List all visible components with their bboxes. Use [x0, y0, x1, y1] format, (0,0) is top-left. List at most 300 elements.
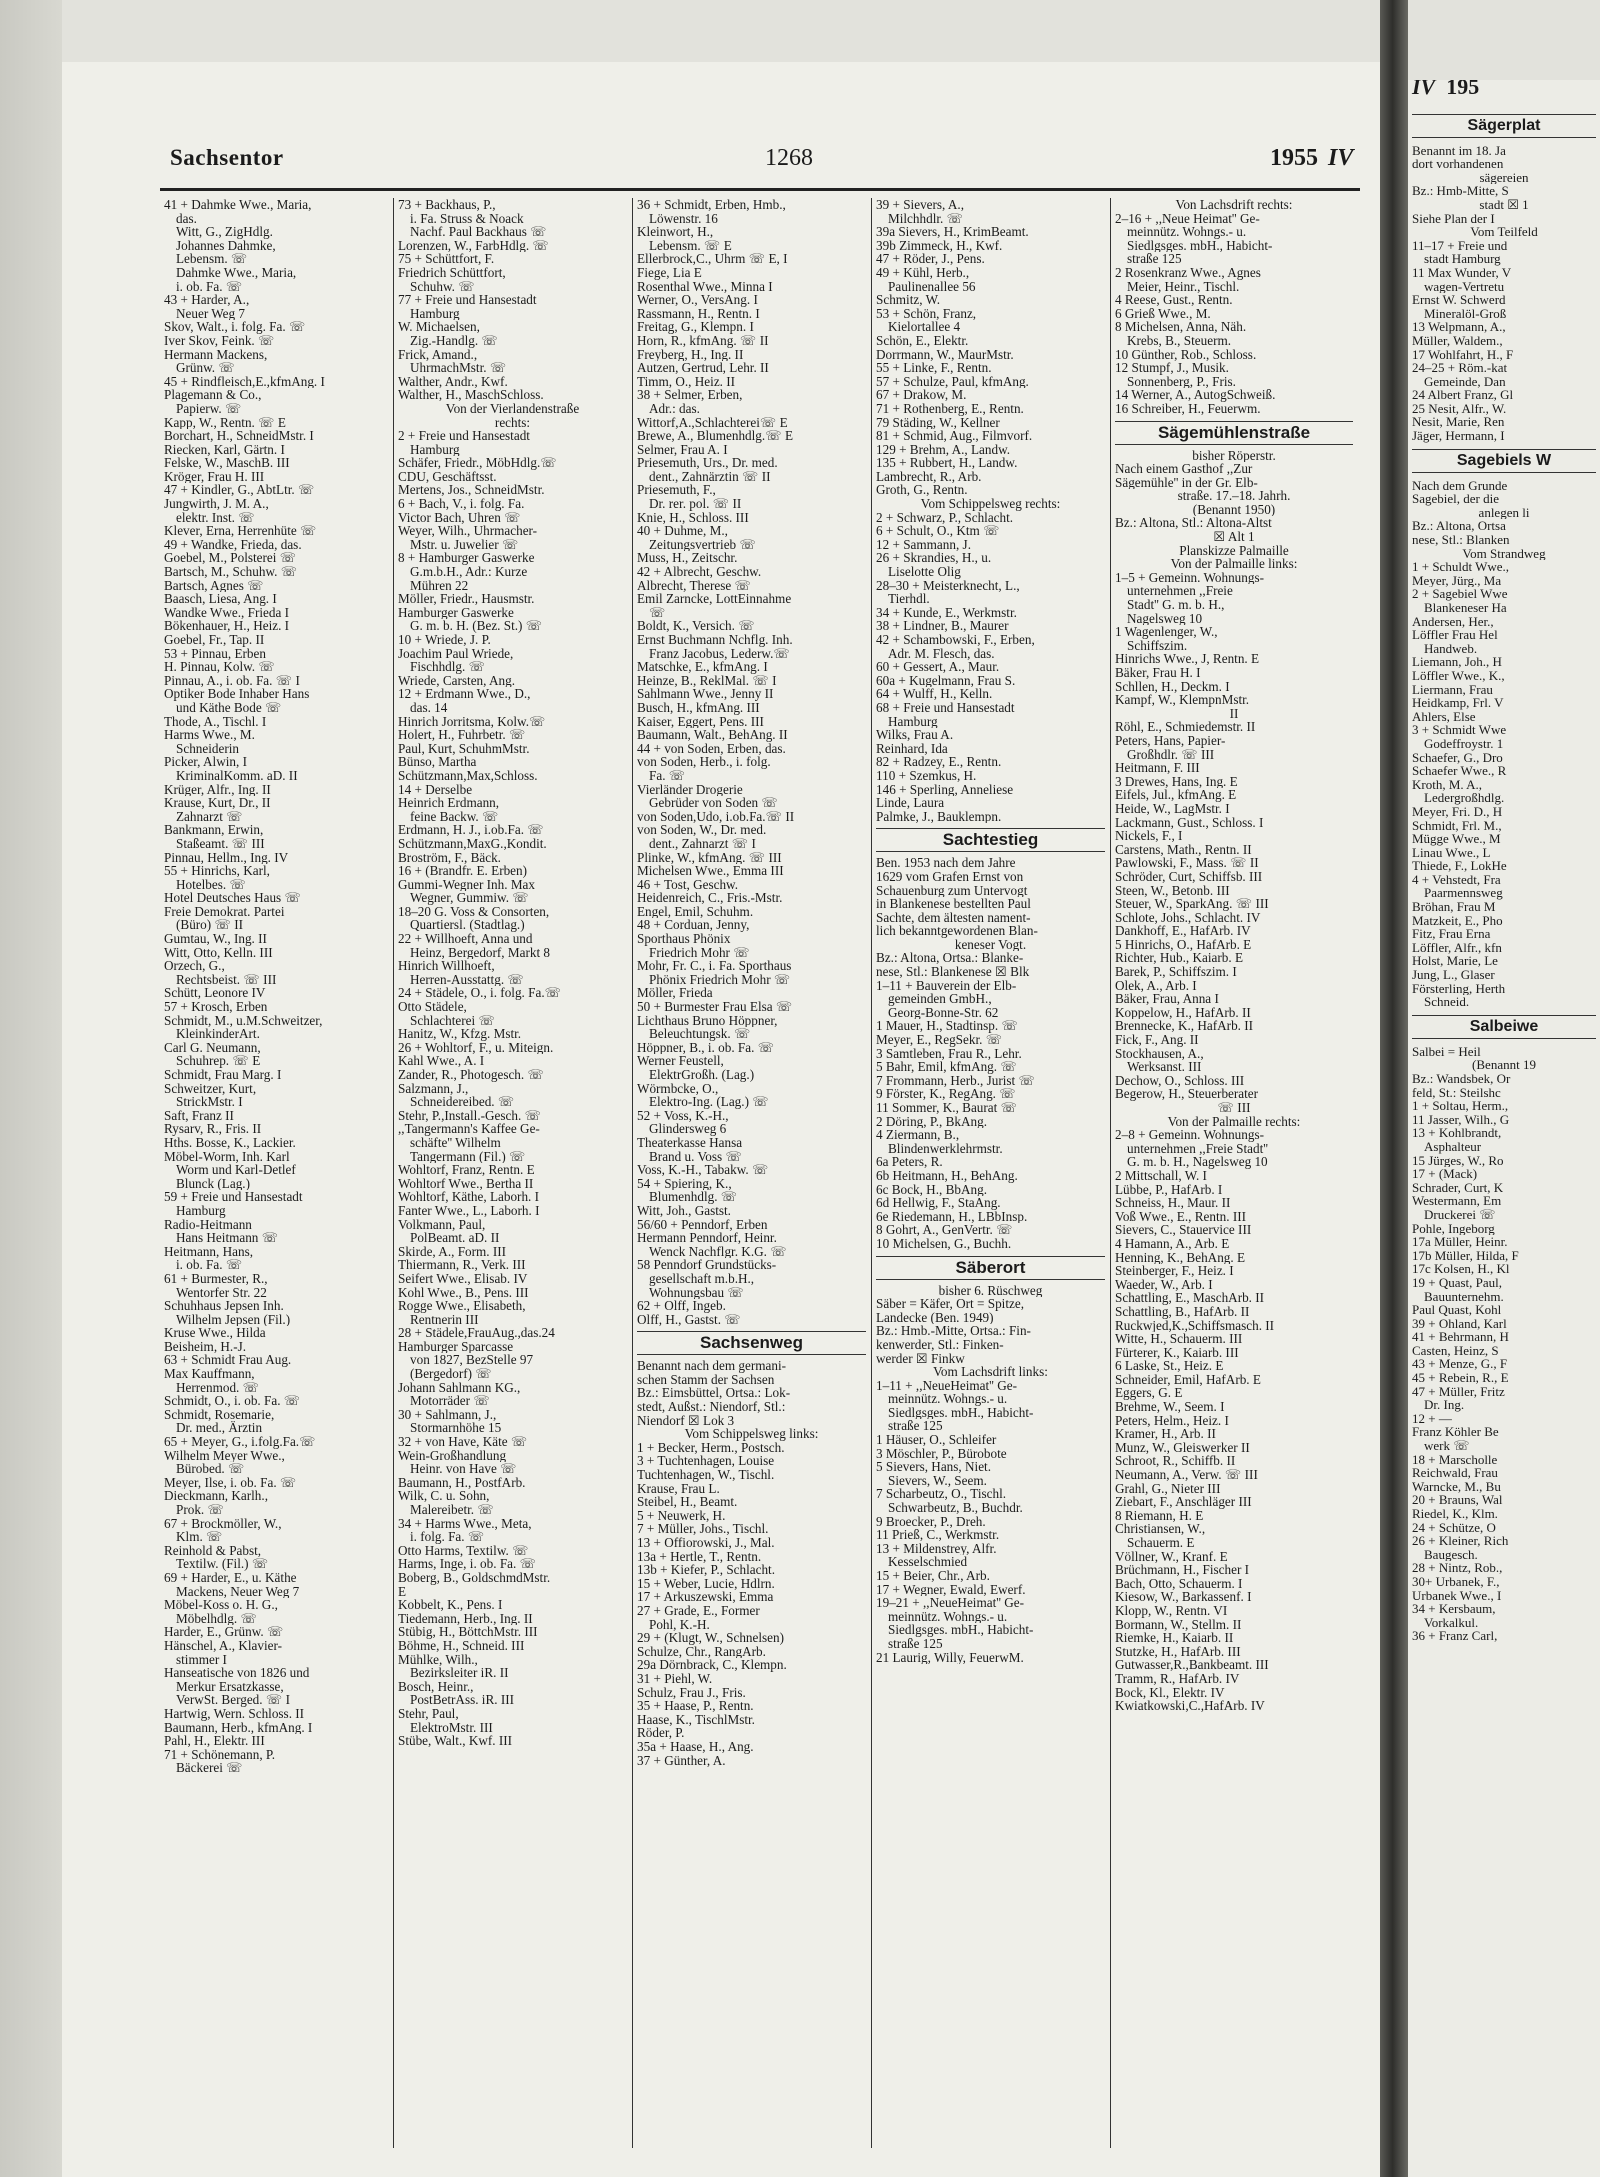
directory-entry: rechts:: [494, 415, 531, 430]
directory-entry: Klever, Erna, Herrenhüte ☏: [164, 524, 317, 538]
directory-entry: 3 Samtleben, Frau R., Lehr.: [876, 1046, 1022, 1061]
book-gutter: [1380, 0, 1408, 2177]
directory-entry: Hotelbes. ☏: [176, 877, 246, 892]
directory-entry: 30+ Urbanek, F.,: [1412, 1574, 1500, 1589]
directory-entry: dent., Zahnärztin ☏ II: [649, 469, 771, 484]
directory-entry: Schaefer, G., Dro: [1412, 750, 1503, 765]
directory-entry: Kröger, Frau H. III: [164, 469, 265, 484]
directory-entry: Löffler Frau Hel: [1412, 628, 1498, 642]
directory-entry: Bäker, Frau, Anna I: [1115, 992, 1219, 1006]
directory-entry: Röder, P.: [637, 1726, 685, 1740]
directory-entry: Bz.: Altona, Stl.: Altona-Altst: [1115, 516, 1272, 531]
directory-entry: Schulze, Chr., RangArb.: [637, 1644, 766, 1659]
directory-entry: Weyer, Wilh., Uhrmacher-: [398, 524, 538, 538]
directory-entry: Böhme, H., Schneid. III: [398, 1638, 525, 1653]
directory-entry: Hanseatische von 1826 und: [164, 1666, 310, 1680]
directory-entry: 64 + Wulff, H., Kelln.: [876, 687, 993, 701]
directory-entry: Steibel, H., Beamt.: [637, 1495, 738, 1509]
directory-entry: Rechtsbeist. ☏ III: [176, 972, 277, 987]
directory-entry: Fiege, Lia E: [637, 265, 702, 280]
directory-entry: Blindenwerklehrmstr.: [888, 1141, 1003, 1156]
directory-entry: 17a Müller, Heinr.: [1412, 1235, 1508, 1249]
directory-entry: 11 Max Wunder, V: [1412, 265, 1512, 280]
directory-entry: Muss, H., Zeitschr.: [637, 551, 738, 566]
directory-entry: 30 + Sahlmann, J.,: [398, 1407, 497, 1422]
directory-entry: Schauenburg zum Untervogt: [876, 883, 1028, 898]
directory-entry: Plinke, W., kfmAng. ☏ III: [637, 850, 782, 865]
directory-entry: Försterling, Herth: [1412, 981, 1506, 996]
directory-entry: 47 + Röder, J., Pens.: [876, 252, 985, 266]
directory-entry: Heinr. von Have ☏: [410, 1462, 517, 1476]
facing-page-content: [1408, 80, 1600, 1643]
directory-entry: 59 + Freie und Hansestadt: [164, 1190, 303, 1204]
directory-entry: 49 + Wandke, Frieda, das.: [164, 537, 302, 552]
directory-entry: Wittorf,A.,Schlachterei☏ E: [637, 415, 788, 430]
directory-entry: Schwarbeutz, B., Buchdr.: [888, 1501, 1023, 1515]
directory-entry: Möbelhdlg. ☏: [176, 1611, 257, 1626]
directory-entry: schäfte'' Wilhelm: [410, 1135, 501, 1150]
directory-entry: Joachim Paul Wriede,: [398, 646, 514, 661]
directory-entry: ,,Tangermann's Kaffee Ge-: [398, 1122, 540, 1136]
directory-entry: 44 + von Soden, Erben, das.: [637, 741, 786, 756]
directory-entry: ☏ III: [1217, 1101, 1251, 1115]
directory-entry: Begerow, H., Steuerberater: [1115, 1087, 1259, 1101]
directory-entry: Werner, O., VersAng. I: [637, 293, 758, 307]
directory-entry: Pawlowski, F., Mass. ☏ II: [1115, 856, 1259, 870]
directory-entry: Salbei = Heil: [1412, 1044, 1481, 1059]
directory-entry: Autzen, Gertrud, Lehr. II: [637, 361, 769, 375]
directory-entry: Tuchtenhagen, W., Tischl.: [637, 1468, 775, 1482]
directory-entry: Mstr. u. Juwelier ☏: [410, 537, 519, 552]
directory-entry: 42 + Schambowski, F., Erben,: [876, 633, 1035, 647]
directory-entry: schen Stamm der Sachsen: [637, 1372, 775, 1387]
directory-entry: Meier, Heinr., Tischl.: [1127, 279, 1240, 294]
directory-entry: 2 + Schwarz, P., Schlacht.: [876, 510, 1014, 525]
page-number: 1268: [765, 145, 813, 171]
directory-entry: 26 + Skrandies, H., u.: [876, 551, 992, 566]
directory-entry: 1629 vom Grafen Ernst von: [876, 869, 1024, 884]
directory-entry: Carl G. Neumann,: [164, 1040, 261, 1055]
directory-entry: Fick, F., Ang. II: [1115, 1033, 1199, 1047]
directory-entry: Sagebiel, der die: [1412, 492, 1499, 506]
directory-entry: Schneider, Emil, HafArb. E: [1115, 1372, 1261, 1387]
directory-entry: 11 Prieß, C., Werkmstr.: [876, 1528, 1000, 1542]
directory-entry: II: [1229, 706, 1239, 721]
directory-entry: 69 + Harder, E., u. Käthe: [164, 1570, 297, 1585]
directory-entry: Warncke, M., Bu: [1412, 1479, 1501, 1494]
directory-entry: Heinze, B., ReklMal. ☏ I: [637, 673, 777, 688]
directory-entry: 37 + Günther, A.: [637, 1753, 726, 1768]
directory-entry: Pahl, H., Elektr. III: [164, 1734, 265, 1748]
directory-entry: PostBetrAss. iR. III: [410, 1693, 515, 1707]
directory-entry: 60 + Gessert, A., Maur.: [876, 660, 1000, 674]
directory-entry: Schuhw. ☏: [410, 279, 475, 294]
directory-entry: Gumtau, W., Ing. II: [164, 932, 267, 946]
directory-entry: Radio-Heitmann: [164, 1217, 252, 1232]
directory-entry: Mühren 22: [410, 578, 469, 593]
directory-entry: Theaterkasse Hansa: [637, 1135, 743, 1150]
directory-entry: Bormann, W., Stellm. II: [1115, 1617, 1242, 1632]
directory-entry: 1 Mauer, H., Stadtinsp. ☏: [876, 1019, 1018, 1034]
directory-entry: PolBeamt. aD. II: [410, 1231, 500, 1245]
directory-entry: bisher 6. Rüschweg: [938, 1283, 1043, 1298]
directory-entry: G. m. b. H., Nagelsweg 10: [1127, 1155, 1268, 1169]
directory-entry: Harms Wwe., M.: [164, 728, 255, 742]
directory-entry: Friedrich Schüttfort,: [398, 265, 506, 280]
directory-entry: Sägemühle'' in der Gr. Elb-: [1115, 475, 1258, 490]
directory-entry: Franz Köhler Be: [1412, 1425, 1499, 1440]
directory-entry: Eggers, G. E: [1115, 1386, 1183, 1401]
directory-entry: 12 + Erdmann Wwe., D.,: [398, 687, 531, 701]
directory-entry: Baumann, Herb., kfmAng. I: [164, 1720, 313, 1735]
directory-entry: Planskizze Palmaille: [1179, 543, 1289, 558]
directory-entry: Wohltorf, Käthe, Laborh. I: [398, 1190, 540, 1204]
directory-entry: Lambrecht, R., Arb.: [876, 469, 982, 484]
directory-entry: 6 + Bach, V., i. folg. Fa.: [398, 497, 525, 511]
directory-entry: Dahmke Wwe., Maria,: [176, 265, 297, 280]
directory-entry: Textilw. (Fil.) ☏: [176, 1557, 269, 1571]
directory-entry: 29 + (Klugt, W., Schnelsen): [637, 1631, 784, 1645]
directory-entry: Thode, A., Tischl. I: [164, 714, 267, 729]
directory-entry: VerwSt. Berged. ☏ I: [176, 1693, 291, 1707]
directory-entry: Hänschel, A., Klavier-: [164, 1638, 283, 1653]
directory-entry: Lebensm. ☏ E: [649, 238, 732, 253]
directory-entry: 1 Wagenlenger, W.,: [1115, 625, 1218, 639]
directory-entry: Gummi-Wegner Inh. Max: [398, 877, 536, 892]
directory-entry: Bz.: Eimsbüttel, Ortsa.: Lok-: [637, 1386, 791, 1401]
directory-entry: 28–30 + Meisterknecht, L.,: [876, 578, 1020, 593]
directory-entry: Bock, Kl., Elektr. IV: [1115, 1685, 1225, 1700]
directory-entry: das.: [176, 211, 197, 226]
directory-entry: 22 + Willhoeft, Anna und: [398, 932, 533, 946]
directory-entry: Otto Harms, Textilw. ☏: [398, 1543, 529, 1558]
street-heading: Sachsenweg: [637, 1331, 866, 1355]
facing-page: [1408, 80, 1600, 2177]
directory-entry: Schützmann,MaxG.,Kondit.: [398, 836, 547, 851]
directory-entry: Holert, H., Fuhrbetr. ☏: [398, 728, 526, 742]
directory-entry: Wilks, Frau A.: [876, 728, 954, 742]
directory-entry: Schulz, Frau J., Fris.: [637, 1685, 746, 1700]
directory-entry: 24–25 + Röm.-kat: [1412, 361, 1508, 375]
directory-entry: Tiedemann, Herb., Ing. II: [398, 1611, 533, 1626]
directory-entry: Hamburg: [410, 442, 460, 457]
directory-entry: 40 + Duhme, M.,: [637, 524, 728, 538]
directory-entry: Georg-Bonne-Str. 62: [888, 1005, 999, 1020]
directory-entry: 3 + Tuchtenhagen, Louise: [637, 1454, 775, 1469]
directory-entry: Löffler Wwe., K.,: [1412, 668, 1505, 683]
directory-entry: Möbel-Worm, Inh. Karl: [164, 1149, 290, 1164]
directory-entry: 31 + Piehl, W.: [637, 1671, 713, 1686]
directory-entry: Paulinenallee 56: [888, 279, 976, 294]
directory-entry: 24 + Städele, O., i. folg. Fa.☏: [398, 986, 562, 1001]
directory-entry: 3 Möschler, P., Bürobote: [876, 1446, 1007, 1461]
directory-entry: Friedrich Mohr ☏: [649, 945, 750, 960]
directory-entry: 53 + Pinnau, Erben: [164, 646, 266, 661]
column-1: [160, 198, 392, 2148]
directory-entry: Picker, Alwin, I: [164, 755, 247, 769]
directory-entry: 24 Albert Franz, Gl: [1412, 388, 1514, 402]
directory-entry: Kesselschmied: [888, 1555, 968, 1569]
directory-entry: Zander, R., Photogesch. ☏: [398, 1068, 544, 1082]
directory-entry: Brennecke, K., HafArb. II: [1115, 1019, 1254, 1034]
directory-entry: 6d Hellwig, F., StaAng.: [876, 1196, 1001, 1210]
directory-entry: Bankmann, Erwin,: [164, 823, 264, 837]
directory-entry: von Soden,Udo, i.ob.Fa.☏ II: [637, 809, 795, 824]
directory-entry: bisher Röperstr.: [1192, 448, 1276, 463]
directory-entry: Neumann, A., Verw. ☏ III: [1115, 1468, 1258, 1482]
directory-entry: Dorrmann, W., MaurMstr.: [876, 347, 1014, 362]
directory-entry: Ernst W. Schwerd: [1412, 293, 1506, 307]
directory-entry: 2–8 + Gemeinn. Wohnungs-: [1115, 1128, 1264, 1142]
directory-entry: Wohltorf Wwe., Bertha II: [398, 1176, 534, 1191]
section-roman: IV: [1328, 145, 1354, 171]
directory-entry: Carstens, Math., Rentn. II: [1115, 842, 1252, 857]
directory-entry: Ellerbrock,C., Uhrm ☏ E, I: [637, 252, 788, 266]
directory-entry: Kruse Wwe., Hilda: [164, 1326, 266, 1340]
directory-entry: Schmidt, Rosemarie,: [164, 1407, 275, 1422]
directory-entry: KriminalKomm. aD. II: [176, 768, 298, 783]
directory-entry: Schmitz, W.: [876, 293, 941, 307]
directory-entry: Schiffszim.: [1127, 638, 1188, 653]
directory-entry: Schattling, B., HafArb. II: [1115, 1304, 1250, 1319]
directory-entry: 48 + Corduan, Jenny,: [637, 918, 750, 933]
directory-entry: 16 + (Brandfr. E. Erben): [398, 864, 528, 878]
directory-entry: Freyberg, H., Ing. II: [637, 347, 744, 362]
directory-entry: Mertens, Jos., SchneidMstr.: [398, 483, 545, 498]
directory-entry: 12 Stumpf, J., Musik.: [1115, 361, 1229, 375]
directory-entry: Steinberger, F., Heiz. I: [1115, 1264, 1234, 1278]
directory-entry: Selmer, Frau A. I: [637, 442, 728, 457]
directory-entry: Johann Sahlmann KG.,: [398, 1380, 521, 1395]
directory-entry: 13a + Hertle, T., Rentn.: [637, 1549, 762, 1564]
running-head-street: Sachsentor: [170, 145, 284, 170]
directory-entry: kenwerder, Stl.: Finken-: [876, 1337, 1004, 1352]
directory-entry: 71 + Rothenberg, E., Rentn.: [876, 401, 1024, 416]
directory-entry: Brehme, W., Seem. I: [1115, 1400, 1225, 1414]
directory-entry: stadt ☒ 1: [1479, 197, 1529, 212]
directory-entry: CDU, Geschäftsst.: [398, 469, 497, 484]
directory-entry: Seifert Wwe., Elisab. IV: [398, 1271, 528, 1286]
directory-entry: Pinnau, Hellm., Ing. IV: [164, 850, 289, 865]
directory-entry: Zeitungsvertrieb ☏: [649, 537, 756, 552]
directory-entry: Heinz, Bergedorf, Markt 8: [410, 945, 551, 960]
directory-entry: elektr. Inst. ☏: [176, 510, 255, 525]
street-heading: Salbeiwe: [1412, 1015, 1596, 1039]
directory-entry: von Soden, W., Dr. med.: [637, 823, 767, 837]
directory-entry: Pohle, Ingeborg: [1412, 1221, 1495, 1236]
directory-entry: Knie, H., Schloss. III: [637, 510, 749, 525]
directory-entry: 41 + Behrmann, H: [1412, 1330, 1509, 1344]
directory-entry: 2 Döring, P., BkAng.: [876, 1114, 988, 1129]
directory-entry: Schuhrep. ☏ E: [176, 1054, 261, 1068]
directory-entry: 17 + (Mack): [1412, 1167, 1478, 1181]
directory-entry: 55 + Hinrichs, Karl,: [164, 864, 270, 878]
directory-entry: Ziebart, F., Anschläger III: [1115, 1495, 1252, 1509]
directory-entry: 82 + Radzey, E., Rentn.: [876, 755, 1002, 769]
directory-entry: Löwenstr. 16: [649, 211, 718, 226]
directory-entry: Benannt im 18. Ja: [1412, 143, 1506, 158]
directory-entry: Busch, H., kfmAng. III: [637, 700, 760, 715]
directory-entry: 32 + von Have, Käte ☏: [398, 1435, 528, 1449]
directory-entry: Wandke Wwe., Frieda I: [164, 605, 290, 620]
directory-entry: Optiker Bode Inhaber Hans: [164, 687, 310, 701]
directory-entry: Steuer, W., SparkAng. ☏ III: [1115, 897, 1269, 911]
directory-entry: Krebs, B., Steuerm.: [1127, 333, 1232, 348]
directory-entry: Bürobed. ☏: [176, 1462, 245, 1476]
directory-entry: Wilhelm Meyer Wwe.,: [164, 1448, 285, 1463]
directory-entry: 129 + Brehm, A., Landw.: [876, 442, 1011, 457]
directory-entry: 26 + Kleiner, Rich: [1412, 1534, 1509, 1548]
directory-entry: 52 + Voss, K.-H.,: [637, 1108, 729, 1123]
directory-entry: Möller, Friedr., Hausmstr.: [398, 592, 535, 606]
directory-entry: Hanitz, W., Kfzg. Mstr.: [398, 1027, 522, 1041]
directory-entry: Schäfer, Friedr., MöbHdlg.☏: [398, 456, 557, 470]
directory-entry: Meyer, E., RegSekr. ☏: [876, 1033, 1003, 1047]
directory-entry: 8 Michelsen, Anna, Näh.: [1115, 320, 1247, 334]
directory-entry: Liselotte Olig: [888, 565, 961, 579]
directory-entry: Boberg, B., GoldschmdMstr.: [398, 1570, 551, 1585]
directory-entry: meinnütz. Wohngs.- u.: [888, 1392, 1008, 1406]
directory-entry: 6b Heitmann, H., BehAng.: [876, 1168, 1018, 1183]
directory-entry: 2 + Freie und Hansestadt: [398, 429, 530, 443]
directory-entry: Schneid.: [1424, 995, 1470, 1009]
directory-entry: 45 + Rebein, R., E: [1412, 1371, 1509, 1385]
directory-entry: Michelsen Wwe., Emma III: [637, 864, 784, 878]
directory-entry: Holst, Marie, Le: [1412, 954, 1498, 969]
directory-entry: 36 + Franz Carl,: [1412, 1629, 1498, 1643]
directory-entry: 28 + Städele,FrauAug.,das.24: [398, 1326, 555, 1340]
directory-entry: 61 + Burmester, R.,: [164, 1271, 268, 1286]
directory-entry: Bz.: Altona, Ortsa.: Blanke-: [876, 951, 1024, 966]
directory-entry: 5 Bahr, Emil, kfmAng. ☏: [876, 1060, 1017, 1074]
directory-entry: Gutwasser,R.,Bankbeamt. III: [1115, 1658, 1269, 1672]
directory-entry: Schroot, R., Schiffb. II: [1115, 1454, 1236, 1469]
directory-entry: Heide, W., LagMstr. I: [1115, 801, 1230, 816]
directory-entry: nese, Stl.: Blanken: [1412, 533, 1510, 547]
directory-entry: W. Michaelsen,: [398, 320, 480, 334]
directory-entry: 8 Riemann, H. E: [1115, 1508, 1204, 1523]
directory-entry: Felske, W., MaschB. III: [164, 456, 290, 470]
directory-entry: Nach dem Grunde: [1412, 478, 1508, 493]
directory-entry: keneser Vogt.: [954, 937, 1027, 952]
directory-entry: Fanter Wwe., L., Laborh. I: [398, 1203, 540, 1218]
directory-entry: 19 + Quast, Paul,: [1412, 1275, 1503, 1290]
directory-entry: Witt, G., ZigHdlg.: [176, 225, 273, 239]
directory-entry: Groth, G., Rentn.: [876, 483, 968, 498]
directory-entry: Casten, Heinz, S: [1412, 1343, 1499, 1358]
directory-entry: Engel, Emil, Schuhm.: [637, 904, 754, 919]
directory-entry: 2–16 + ,,Neue Heimat'' Ge-: [1115, 211, 1260, 226]
directory-entry: 11 Sommer, K., Baurat ☏: [876, 1101, 1018, 1115]
directory-entry: Riecken, Karl, Gärtn. I: [164, 442, 285, 457]
directory-entry: Nickels, F., I: [1115, 829, 1183, 843]
directory-entry: Brewe, A., Blumenhdlg.☏ E: [637, 429, 794, 443]
directory-entry: 14 Werner, A., AutogSchweiß.: [1115, 388, 1276, 402]
directory-entry: Steen, W., Betonb. III: [1115, 883, 1230, 898]
directory-entry: Dr. med., Ärztin: [176, 1421, 263, 1436]
directory-entry: Schmidt, O., i. ob. Fa. ☏: [164, 1394, 301, 1408]
directory-entry: Hotel Deutsches Haus ☏: [164, 891, 301, 905]
directory-entry: 13 + Kohlbrandt,: [1412, 1126, 1502, 1140]
directory-entry: Timm, O., Heiz. II: [637, 374, 736, 389]
directory-entry: Hamburg: [176, 1203, 226, 1218]
directory-entry: Röhl, E., Schmiedemstr. II: [1115, 720, 1256, 734]
directory-entry: 4 + Vehstedt, Fra: [1412, 872, 1501, 887]
directory-entry: Wentorfer Str. 22: [176, 1285, 267, 1300]
directory-entry: Schützmann,Max,Schloss.: [398, 768, 538, 783]
directory-entry: Schweitzer, Kurt,: [164, 1081, 257, 1096]
directory-entry: Albrecht, Therese ☏: [637, 578, 752, 593]
directory-entry: Dr. Ing.: [1424, 1398, 1465, 1412]
directory-entry: Liermann, Frau: [1412, 682, 1493, 697]
directory-entry: Lichthaus Bruno Höppner,: [637, 1013, 778, 1028]
directory-entry: Freitag, G., Klempn. I: [637, 320, 754, 334]
directory-entry: Johannes Dahmke,: [176, 238, 276, 253]
directory-entry: G. m. b. H. (Bez. St.) ☏: [410, 619, 543, 633]
column-3: [632, 198, 870, 2148]
directory-entry: Bauunternehm.: [1424, 1289, 1504, 1304]
directory-entry: Paarmennsweg: [1424, 886, 1503, 901]
directory-entry: Plagemann & Co.,: [164, 388, 262, 402]
directory-entry: Gebrüder von Soden ☏: [649, 796, 778, 810]
directory-entry: straße 125: [1127, 252, 1182, 266]
directory-entry: Vom Schippelsweg links:: [684, 1427, 819, 1441]
directory-entry: Ruckwjed,K.,Schiffsmasch. II: [1115, 1318, 1275, 1333]
directory-entry: Rosenthal Wwe., Minna I: [637, 279, 773, 294]
directory-entry: 10 Günther, Rob., Schloss.: [1115, 347, 1257, 362]
directory-entry: 6a Peters, R.: [876, 1155, 943, 1169]
directory-entry: Dieckmann, Karlh.,: [164, 1489, 268, 1503]
directory-entry: 28 + Nintz, Rob.,: [1412, 1561, 1503, 1575]
directory-entry: Hamburger Sparcasse: [398, 1339, 514, 1354]
directory-entry: Hinrich Jorritsma, Kolw.☏: [398, 714, 546, 729]
directory-entry: Dankhoff, E., HafArb. IV: [1115, 924, 1251, 938]
directory-entry: Reichwald, Frau: [1412, 1466, 1498, 1480]
directory-entry: Niendorf ☒ Lok 3: [637, 1413, 735, 1428]
directory-entry: Bartsch, M., Schuhw. ☏: [164, 565, 298, 579]
directory-entry: Harder, E., Grünw. ☏: [164, 1625, 284, 1639]
directory-entry: 73 + Backhaus, P.,: [398, 198, 496, 212]
directory-entry: Bäckerei ☏: [176, 1761, 243, 1775]
directory-entry: Sporthaus Phönix: [637, 932, 731, 946]
directory-entry: Max Kauffmann,: [164, 1367, 255, 1381]
directory-entry: 42 + Albrecht, Geschw.: [637, 565, 762, 579]
facing-page-entries: [1412, 114, 1596, 1643]
directory-entry: 5 Sievers, Hans, Niet.: [876, 1460, 992, 1474]
directory-entry: Großhdlr. ☏ III: [1127, 747, 1215, 762]
directory-entry: 13 + Mildenstrey, Alfr.: [876, 1541, 997, 1556]
directory-entry: Baumann, H., PostfArb.: [398, 1475, 526, 1490]
directory-entry: 15 + Weber, Lucie, Hdlrn.: [637, 1576, 775, 1591]
directory-entry: 35 + Haase, P., Rentn.: [637, 1699, 754, 1713]
directory-entry: 1–5 + Gemeinn. Wohnungs-: [1115, 570, 1264, 585]
directory-entry: 75 + Schüttfort, F.: [398, 252, 495, 266]
directory-entry: i. Fa. Struss & Noack: [410, 211, 524, 226]
directory-entry: Pinnau, A., i. ob. Fa. ☏ I: [164, 673, 300, 688]
directory-entry: Brüchmann, H., Fischer I: [1115, 1563, 1250, 1577]
directory-entry: Herren-Ausstattg. ☏: [410, 972, 524, 987]
directory-entry: Sievers, C., Stauervice III: [1115, 1223, 1252, 1237]
directory-entry: Merkur Ersatzkasse,: [176, 1679, 284, 1694]
directory-entry: 57 + Krosch, Erben: [164, 1000, 268, 1014]
directory-entry: Tramm, R., HafArb. IV: [1115, 1671, 1240, 1686]
directory-entry: 8 + Hamburger Gaswerke: [398, 551, 535, 566]
directory-entry: Wohltorf, Franz, Rentn. E: [398, 1163, 535, 1177]
directory-entry: 81 + Schmid, Aug., Filmvorf.: [876, 429, 1033, 443]
directory-entry: 1–11 + Bauverein der Elb-: [876, 978, 1017, 993]
directory-entry: Blumenhdlg. ☏: [649, 1190, 738, 1204]
directory-entry: H. Pinnau, Kolw. ☏: [164, 660, 275, 674]
